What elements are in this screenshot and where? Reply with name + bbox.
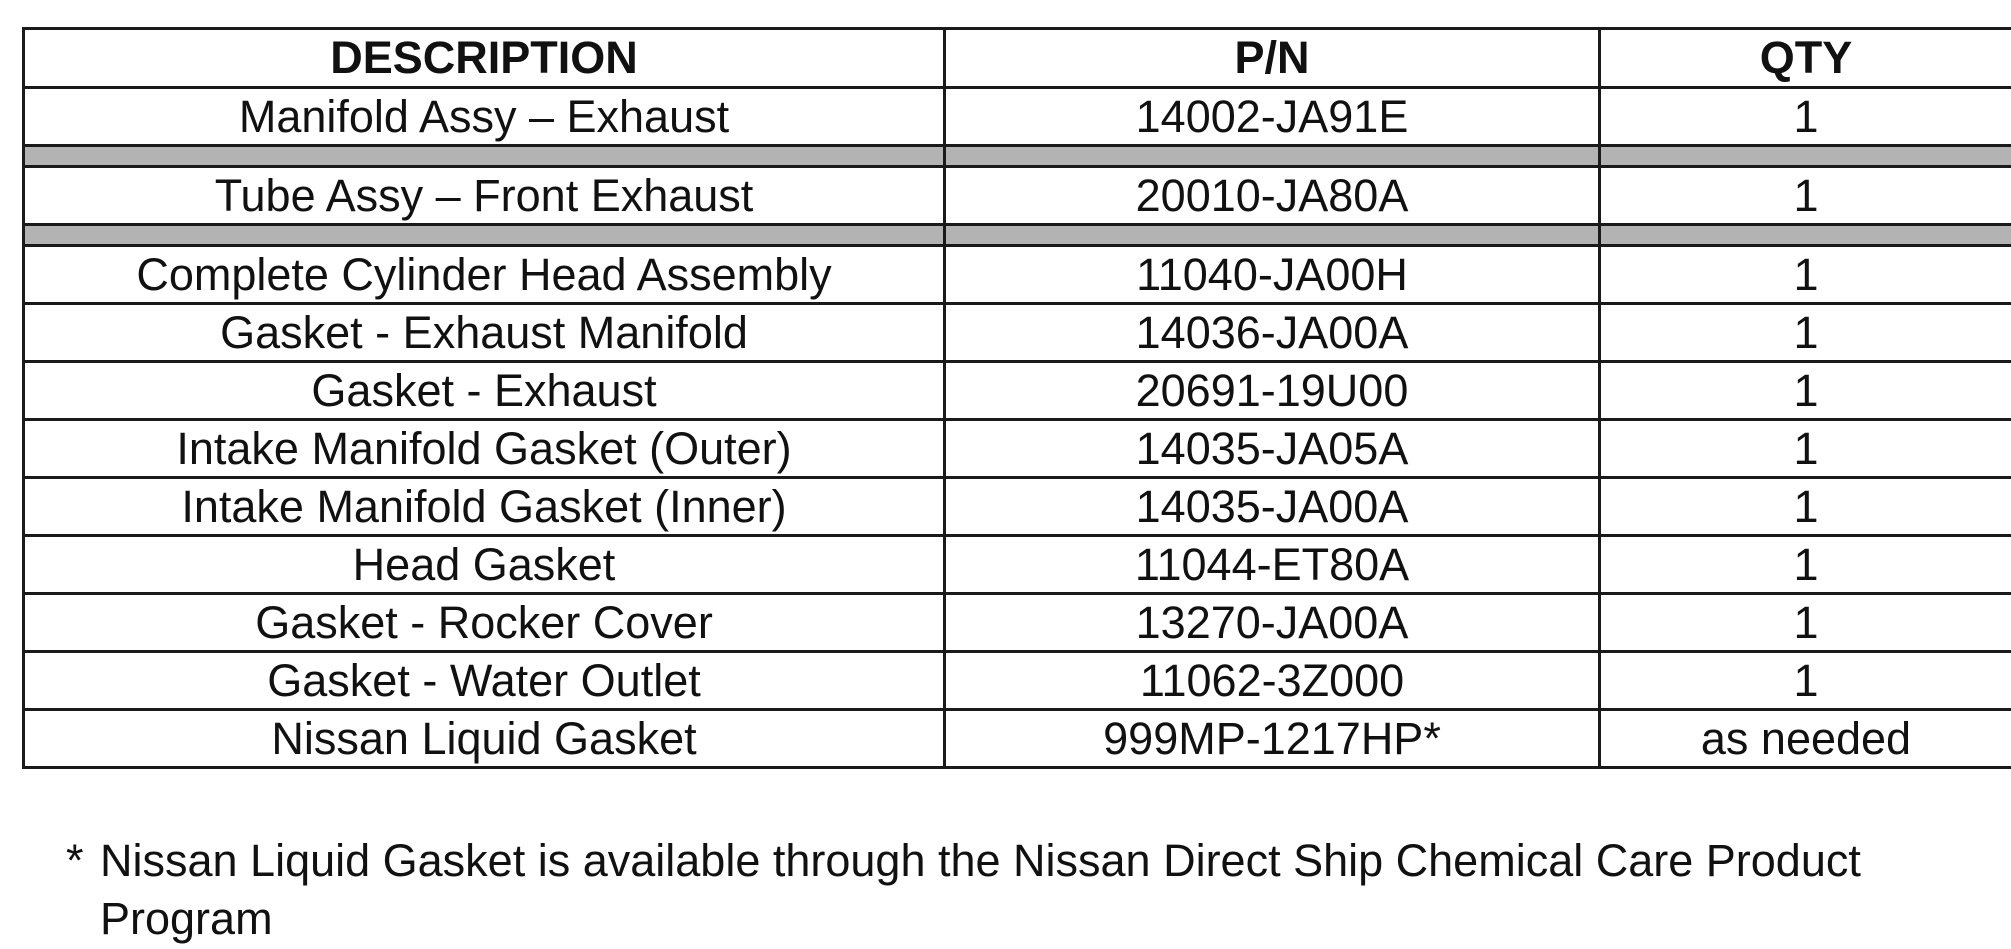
description-cell: Nissan Liquid Gasket	[24, 710, 945, 768]
quantity-cell: 1	[1600, 536, 2011, 594]
quantity-cell: as needed	[1600, 710, 2011, 768]
header-description: DESCRIPTION	[24, 29, 945, 88]
quantity-cell: 1	[1600, 88, 2011, 146]
description-cell: Head Gasket	[24, 536, 945, 594]
part-number-cell: 14036-JA00A	[945, 304, 1600, 362]
parts-table	[22, 27, 2011, 769]
header-quantity: QTY	[1600, 29, 2011, 88]
header-row	[24, 29, 2011, 88]
footnote	[66, 832, 1966, 948]
description-cell: Tube Assy – Front Exhaust	[24, 167, 945, 225]
header-part-number: P/N	[945, 29, 1600, 88]
quantity-cell: 1	[1600, 304, 2011, 362]
table-row	[24, 246, 2011, 304]
description-cell: Gasket - Water Outlet	[24, 652, 945, 710]
description-cell: Manifold Assy – Exhaust	[24, 88, 945, 146]
separator-row	[24, 225, 2011, 246]
description-cell: Complete Cylinder Head Assembly	[24, 246, 945, 304]
description-cell: Gasket - Exhaust Manifold	[24, 304, 945, 362]
part-number-cell: 20691-19U00	[945, 362, 1600, 420]
description-cell: Gasket - Rocker Cover	[24, 594, 945, 652]
table-row	[24, 420, 2011, 478]
description-cell: Intake Manifold Gasket (Inner)	[24, 478, 945, 536]
quantity-cell: 1	[1600, 167, 2011, 225]
separator-cell	[1600, 146, 2011, 167]
description-cell: Gasket - Exhaust	[24, 362, 945, 420]
part-number-cell: 14035-JA05A	[945, 420, 1600, 478]
part-number-cell: 14035-JA00A	[945, 478, 1600, 536]
separator-cell	[1600, 225, 2011, 246]
quantity-cell: 1	[1600, 362, 2011, 420]
part-number-cell: 999MP-1217HP*	[945, 710, 1600, 768]
separator-cell	[945, 225, 1600, 246]
table-row	[24, 304, 2011, 362]
part-number-cell: 20010-JA80A	[945, 167, 1600, 225]
quantity-cell: 1	[1600, 652, 2011, 710]
quantity-cell: 1	[1600, 246, 2011, 304]
quantity-cell: 1	[1600, 594, 2011, 652]
part-number-cell: 14002-JA91E	[945, 88, 1600, 146]
table-row	[24, 652, 2011, 710]
table-row	[24, 536, 2011, 594]
separator-row	[24, 146, 2011, 167]
table-row	[24, 88, 2011, 146]
footnote-text: Nissan Liquid Gasket is available through the Nissan Direct Ship Chemical Care Product Program	[100, 835, 1861, 944]
part-number-cell: 11062-3Z000	[945, 652, 1600, 710]
quantity-cell: 1	[1600, 420, 2011, 478]
part-number-cell: 11040-JA00H	[945, 246, 1600, 304]
description-cell: Intake Manifold Gasket (Outer)	[24, 420, 945, 478]
separator-cell	[24, 225, 945, 246]
part-number-cell: 11044-ET80A	[945, 536, 1600, 594]
quantity-cell: 1	[1600, 478, 2011, 536]
separator-cell	[945, 146, 1600, 167]
table-row	[24, 710, 2011, 768]
table-row	[24, 478, 2011, 536]
table-row	[24, 362, 2011, 420]
table-row	[24, 594, 2011, 652]
separator-cell	[24, 146, 945, 167]
part-number-cell: 13270-JA00A	[945, 594, 1600, 652]
footnote-marker: *	[66, 835, 84, 886]
table-row	[24, 167, 2011, 225]
